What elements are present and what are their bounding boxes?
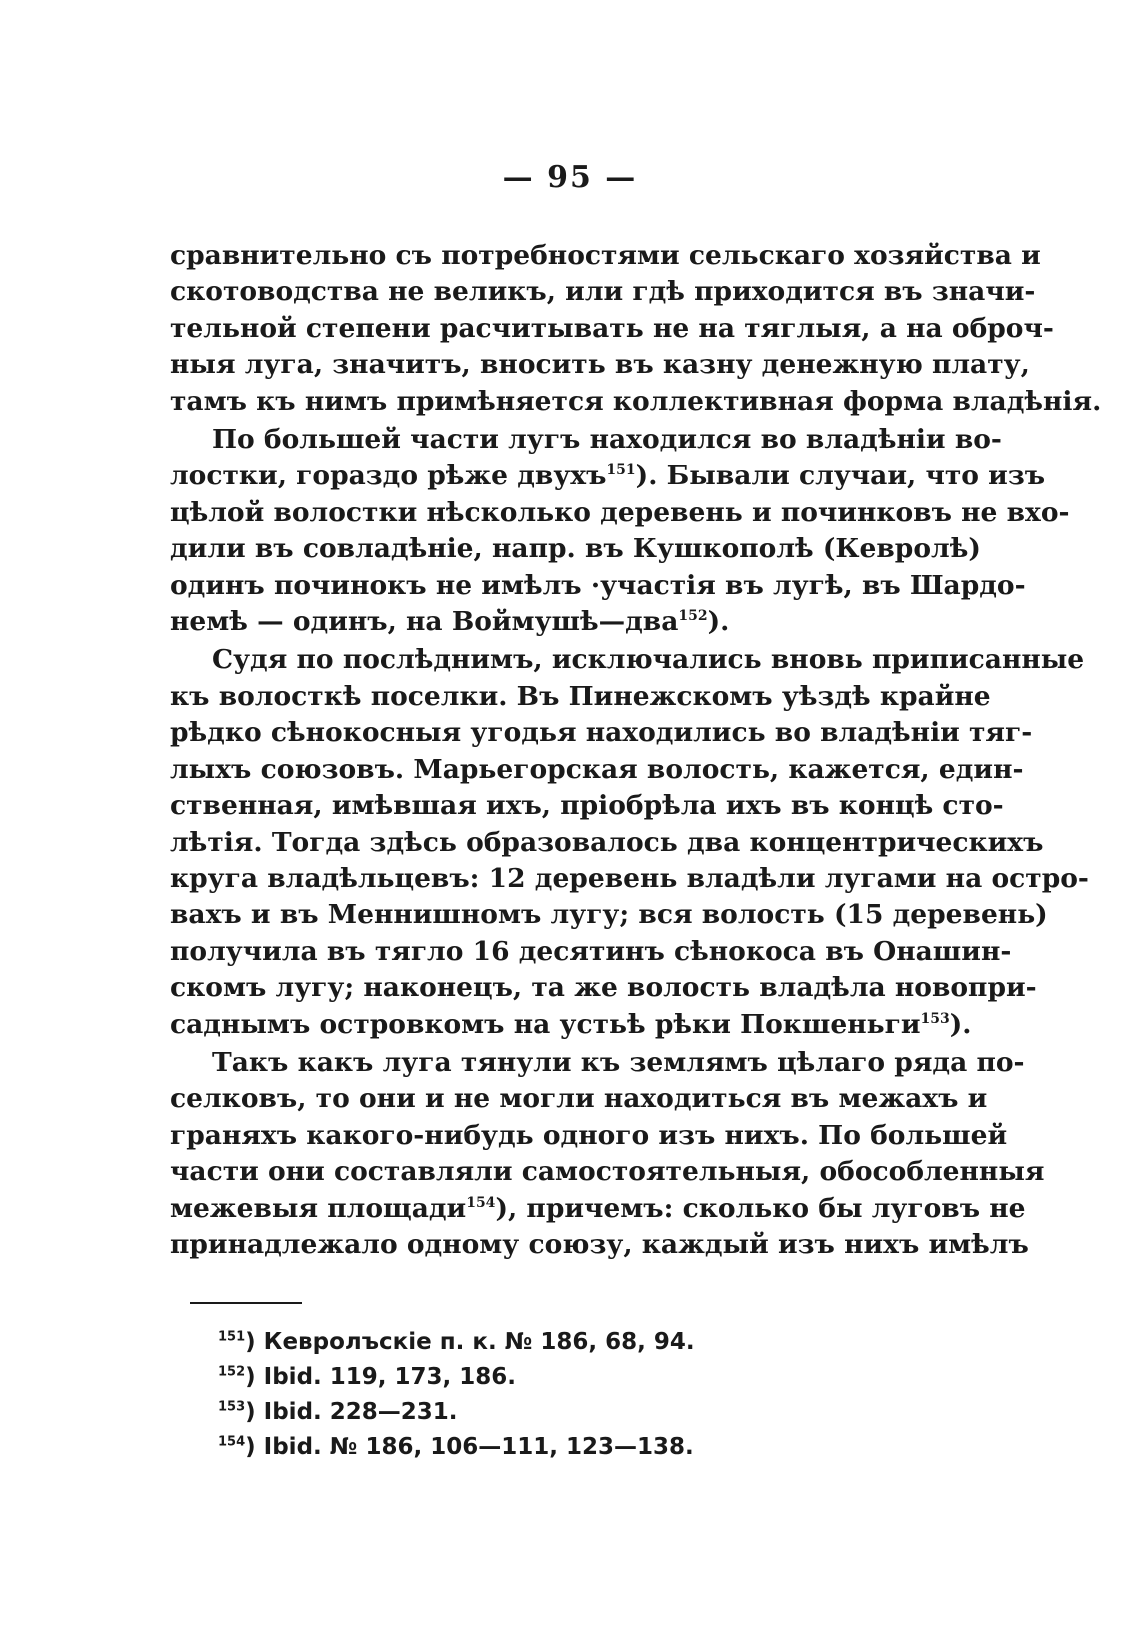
text-line: получила въ тягло 16 десятинъ сѣнокоса въ Онашин- [170,935,1012,967]
text-line: ныя луга, значитъ, вносить въ казну денежную плату, [170,349,1030,381]
text-line: дили въ совладѣніе, напр. въ Кушкополѣ (Кевролѣ) [170,533,981,565]
text-line: лыхъ союзовъ. Марьегорская волость, кажется, един- [170,753,1024,785]
text-line: цѣлой волостки нѣсколько деревень и починковъ не вхо- [170,496,1070,528]
footnote-number: 153 [218,1399,246,1415]
footnote: $^{151}$) Кевролъскіе п. к. № 186, 68, 94. [218,1329,695,1355]
text-line: лостки, гораздо рѣже двухъ$^{151}$). Бывали случаи, что изъ [170,460,1046,492]
footnote-number: 152 [218,1364,246,1380]
text-line: скомъ лугу; наконецъ, та же волость владѣла новопри- [170,972,1037,1004]
page-number: — 95 — [502,160,638,195]
text-line: лѣтія. Тогда здѣсь образовалось два концентрическихъ [170,826,1044,858]
text-line: межевыя площади$^{154}$), причемъ: сколько бы луговъ не [170,1192,1026,1224]
text-line: ственная, имѣвшая ихъ, пріобрѣла ихъ въ концѣ сто- [170,790,1004,822]
main-text [170,238,1102,1263]
footnote: $^{154}$) Ibid. № 186, 106—111, 123—138. [218,1434,694,1460]
text-line: немѣ — одинъ, на Воймушѣ—два$^{152}$). [170,606,730,638]
text-line: части они составляли самостоятельныя, обособленныя [170,1156,1045,1188]
text-line: саднымъ островкомъ на устьѣ рѣки Покшеньги$^{153}$). [170,1008,972,1040]
footnote-number: 154 [218,1434,246,1450]
footnote-ref[interactable]: 153 [920,1010,950,1027]
text-line: селковъ, то они и не могли находиться въ межахъ и [170,1083,988,1115]
text-line: принадлежало одному союзу, каждый изъ нихъ имѣлъ [170,1228,1029,1260]
text-line: По большей части лугъ находился во владѣніи во- [212,424,1002,456]
text-line: вахъ и въ Меннишномъ лугу; вся волость (15 деревень) [170,899,1048,931]
text-line: граняхъ какого-нибудь одного изъ нихъ. По большей [170,1119,1008,1151]
footnote-divider [190,1302,302,1304]
text-line: Судя по послѣднимъ, исключались вновь приписанные [212,644,1085,676]
text-line: скотоводства не великъ, или гдѣ приходится въ значи- [170,276,1036,308]
footnote-ref[interactable]: 154 [466,1194,496,1211]
footnote-number: 151 [218,1329,246,1345]
footnote-ref[interactable]: 151 [606,462,636,479]
text-line: Такъ какъ луга тянули къ землямъ цѣлаго ряда по- [212,1046,1025,1078]
footnote: $^{153}$) Ibid. 228—231. [218,1399,458,1425]
text-line: одинъ починокъ не имѣлъ ·участія въ лугѣ, въ Шардо- [170,569,1026,601]
text-line: къ волосткѣ поселки. Въ Пинежскомъ уѣздѣ крайне [170,680,991,712]
footnotes [218,1325,918,1465]
footnote: $^{152}$) Ibid. 119, 173, 186. [218,1364,517,1390]
text-line: круга владѣльцевъ: 12 деревень владѣли лугами на остро- [170,862,1089,894]
text-line: рѣдко сѣнокосныя угодья находились во владѣніи тяг- [170,717,1033,749]
footnote-ref[interactable]: 152 [678,608,708,625]
text-line: тамъ къ нимъ примѣняется коллективная форма владѣнія. [170,385,1102,417]
text-line: сравнительно съ потребностями сельскаго хозяйства и [170,240,1041,271]
text-line: тельной степени расчитывать не на тяглыя, а на оброч- [170,312,1054,344]
